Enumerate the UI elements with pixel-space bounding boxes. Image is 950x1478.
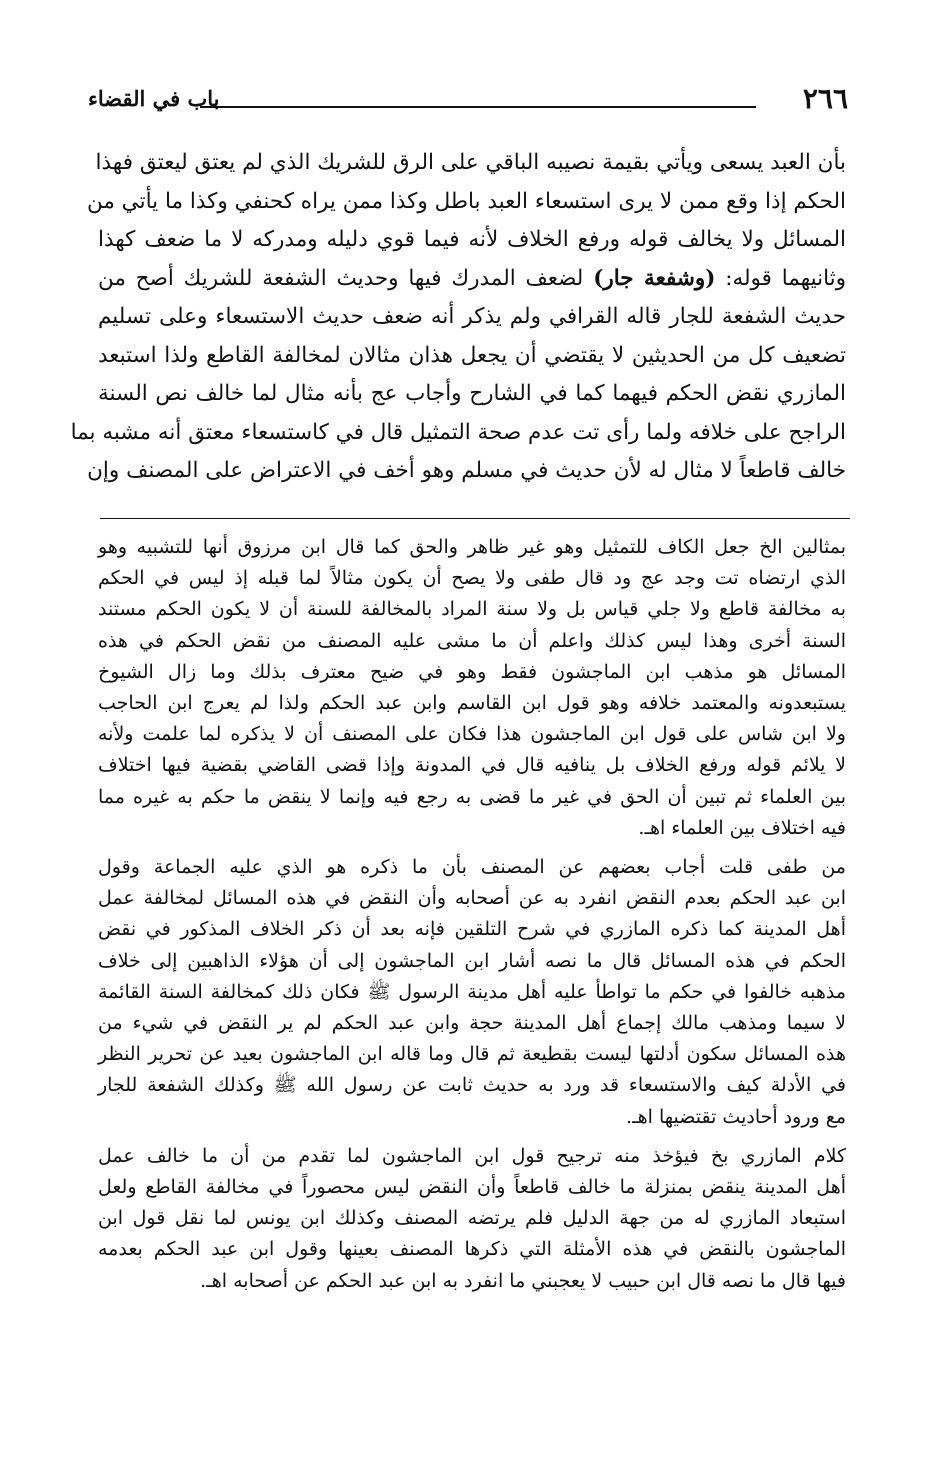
main-line: خالف قاطعاً لا مثال له لأن حديث في مسلم وهو أخف في الاعتراض على المصنف وإن [87, 458, 846, 483]
footnote-line: يستبعدونه والمعتمد خلافه وهو قول ابن القاسم وابن عبد الحكم ولذا لم يعرج ابن الحاجب [98, 692, 846, 715]
footnote-line: أهل المدينة ينقض بمنزلة ما خالف قاطعاً وأن النقض ليس محصوراً في مخالفة القاطع ولعل [98, 1176, 846, 1199]
footnote-line: فيه اختلاف بين العلماء اهـ. [638, 816, 846, 839]
page-number: ٢٦٦ [802, 82, 848, 115]
page-header [88, 78, 848, 118]
footnote-line: لا يلائم قوله ورفع الخلاف بل ينافيه قال في المدونة وإذا قضى القاضي بقضية فيها اختلاف [98, 754, 846, 777]
main-line-part: لضعف المدرك فيها وحديث الشفعة للشريك أصح من [98, 265, 584, 291]
footnote-line: مذهبه خالفوا في حكم ما تواطأ عليه أهل مدينة الرسول ﷺ فكان ذلك كمخالفة السنة القائمة [98, 980, 846, 1003]
footnote-line: فيها قال ما نصه قال ابن حبيب لا يعجبني ما انفرد به ابن عبد الحكم عن أصحابه اهـ. [200, 1269, 846, 1292]
footnote-line: مع ورود أحاديث تقتضيها اهـ. [626, 1105, 846, 1128]
footnote-paragraph [98, 532, 846, 844]
footnotes [98, 532, 846, 1305]
main-line: بأن العبد يسعى ويأتي بقيمة نصيبه الباقي على الرق للشريك الذي لم يعتق ليعتق فهذا [95, 150, 846, 175]
footnote-paragraph [98, 1141, 846, 1297]
footnote-paragraph [98, 852, 846, 1133]
header-rule [200, 106, 756, 108]
main-line: حديث الشفعة للجار قاله القرافي ولم يذكر أنه ضعف حديث الاستسعاء وعلى تسليم [98, 304, 846, 329]
footnote-line: الماجشون بالنقض في هذه الأمثلة التي ذكرها المصنف بعينها وقول ابن عبد الحكم بعدمه [98, 1238, 846, 1261]
footnote-line: هذه المسائل سكون أدلتها ليست بقطيعة ثم قال وما قاله ابن الماجشون بعيد عن تحرير النظر [98, 1043, 846, 1066]
footnote-line: به مخالفة قاطع ولا جلي قياس بل ولا سنة المراد بالمخالفة للسنة أن لا يكون الحكم مستند [98, 598, 846, 621]
footnote-line: استبعاد المازري له من جهة الدليل فلم يرتضه المصنف وكذلك ابن يونس لما نقل قول ابن [98, 1207, 846, 1230]
running-title: باب في القضاء [88, 86, 220, 111]
footnote-line: كلام المازري بخ فيؤخذ منه ترجيح قول ابن الماجشون لما تقدم من أن ما خالف عمل [98, 1144, 846, 1167]
footnote-line: بين العلماء ثم تبين أن الحق في غير ما قضى به رجع فيه وإنما لا ينقض ما حكم به غيره مما [98, 785, 846, 808]
main-line: تضعيف كل من الحديثين لا يقتضي أن يجعل هذان مثالان لمخالفة القاطع ولذا استبعد [98, 342, 846, 368]
main-line: المازري نقض الحكم فيهما كما في الشارح وأجاب عج بأنه مثال لما خالف نص السنة [98, 381, 846, 406]
footnote-line: الحكم في هذه المسائل قال ما نصه أشار ابن الماجشون إلى أن هؤلاء الذاهبين إلى خلاف [98, 949, 846, 972]
footnote-line: لا سيما ومذهب مالك إجماع أهل المدينة حجة وابن عبد الحكم لم ير النقض في شيء من [98, 1012, 846, 1035]
footnote-line: من طفى قلت أجاب بعضهم عن المصنف بأن ما ذكره هو الذي عليه الجماعة وقول [98, 856, 846, 879]
main-text [70, 144, 846, 491]
main-line-part: وثانيهما قوله: [725, 265, 846, 291]
footnote-line: في الأدلة كيف والاستسعاء قد ورد به حديث ثابت عن رسول الله ﷺ وكذلك الشفعة للجار [98, 1074, 846, 1097]
main-line [98, 260, 846, 299]
main-line: الحكم إذا وقع ممن لا يرى استسعاء العبد باطل وكذا ممن يراه كحنفي وكذا ما يأتي من [86, 188, 846, 214]
footnote-line: ابن عبد الحكم بعدم النقض انفرد به عن أصحابه وأن النقض في هذه المسائل لمخالفة عمل [98, 887, 846, 910]
footnote-line: أهل المدينة كما ذكره المازري في شرح التلقين فإنه بعد أن ذكر الخلاف المذكور في نقض [98, 918, 846, 941]
footnote-line: المسائل هو مذهب ابن الماجشون فقط وهو في ضيح معترف بذلك وما زال الشيوخ [98, 660, 846, 683]
main-line: المسائل ولا يخالف قوله ورفع الخلاف لأنه فيما قوي دليله ومدركه لا ما ضعف كهذا [98, 227, 846, 252]
footnote-line: السنة أخرى وهذا ليس كذلك واعلم أن ما مشى عليه المصنف من نقض الحكم في هذه [98, 629, 846, 652]
footnote-line: ولا ابن شاس على قول ابن الماجشون هذا فكان على المصنف أن لا يذكره لما علمت ولأنه [98, 723, 846, 746]
footnote-line: الذي ارتضاه تت وجد عج ود قال طفى ولا يصح أن يكون مثالاً لما قبله إذ ليس في الحكم [98, 567, 846, 590]
footnote-line: بمثالين الخ جعل الكاف للتمثيل وهو غير ظاهر والحق كما قال ابن مرزوق أنها للتشبيه وهو [98, 536, 846, 558]
main-line: الراجح على خلافه ولما رأى تت عدم صحة التمثيل قال في كاستسعاء معتق أنه مشبه بما [70, 419, 846, 445]
quoted-phrase: (وشفعة جار) [593, 265, 716, 291]
footnote-separator [100, 518, 850, 519]
